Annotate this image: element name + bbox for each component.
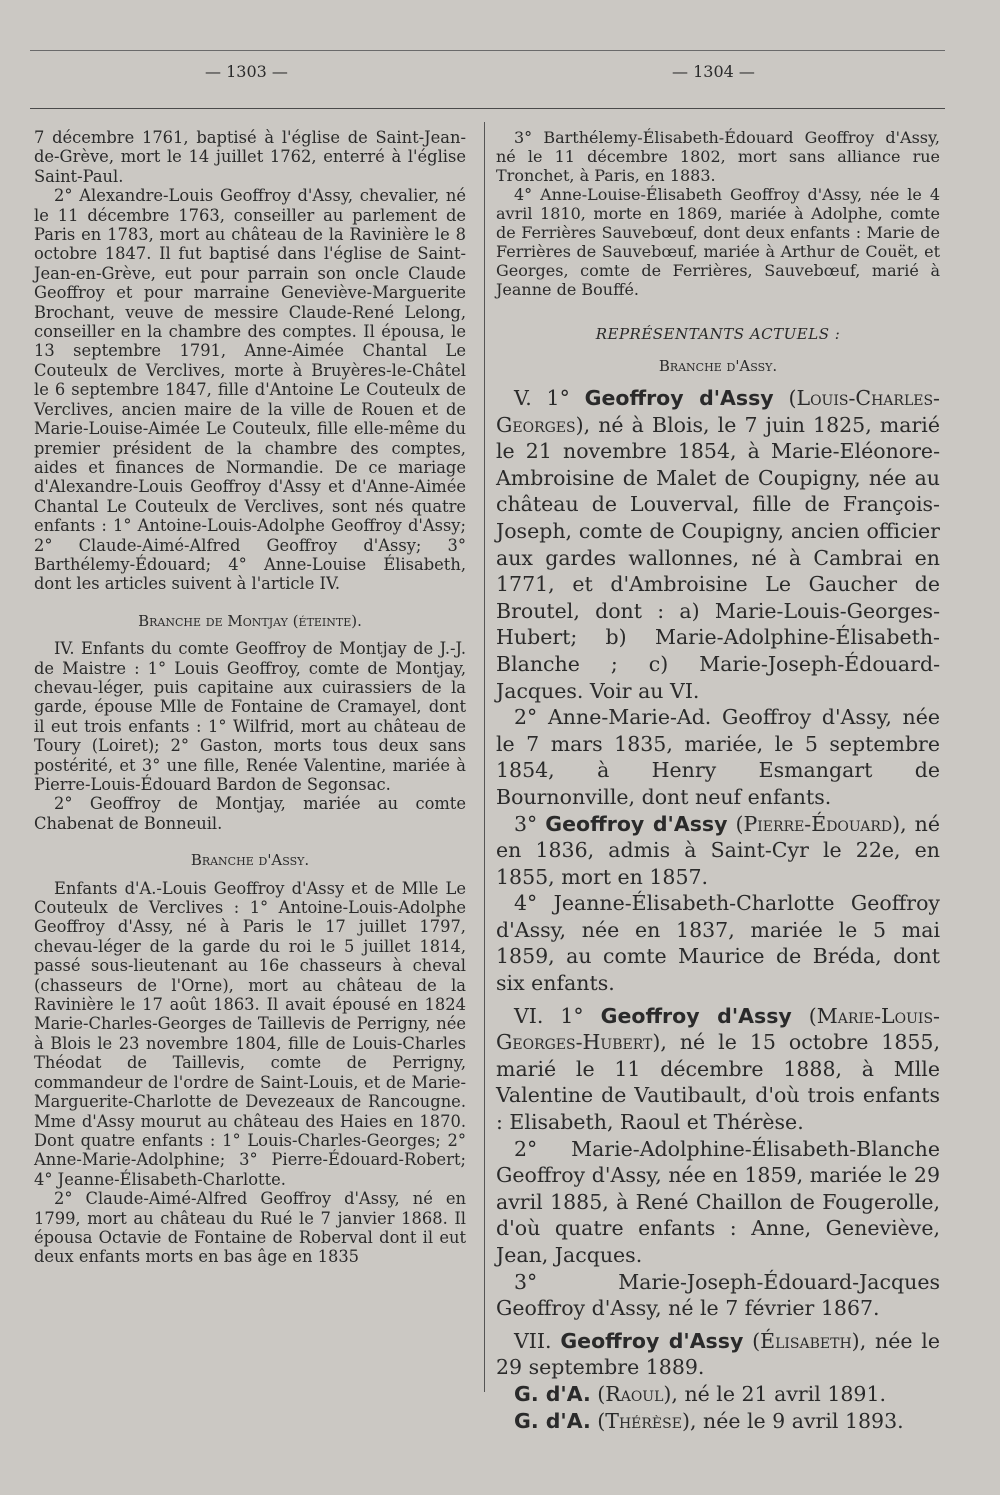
- paragraph: 7 décembre 1761, baptisé à l'église de Saint-Jean-de-Grève, mort le 14 juillet 1762, enterré à l'église Saint-Paul.: [34, 128, 466, 186]
- entry-number: VII.: [514, 1328, 552, 1353]
- entry-given-name: (Raoul): [597, 1381, 672, 1406]
- entry-v3: [496, 811, 940, 891]
- entry-text: , né le 15 octobre 1855, marié le 11 décembre 1888, à Mlle Valentine de Vautibault, d'où trois enfants : Elisabeth, Raoul et Thérèse.: [496, 1030, 940, 1135]
- entry-text: , née le 29 septembre 1889.: [496, 1328, 940, 1380]
- page-number-left: — 1303 —: [205, 62, 288, 81]
- entry-v2: 2° Anne-Marie-Ad. Geoffroy d'Assy, née le 7 mars 1835, mariée, le 5 septembre 1854, à Henry Esmangart de Bournonville, dont neuf enfants.: [496, 705, 940, 809]
- entry-vi2: 2° Marie-Adolphine-Élisabeth-Blanche Geoffroy d'Assy, née en 1859, mariée le 29 avril 1885, à René Chaillon de Fougerolle, d'où quatre enfants : Anne, Geneviève, Jean, Jacques.: [496, 1136, 940, 1267]
- entry-given-name: (Thérèse): [597, 1408, 690, 1433]
- entry-number: 3°: [514, 811, 538, 836]
- section-heading-assy: Branche d'Assy.: [190, 851, 310, 870]
- representants-heading: REPRÉSENTANTS ACTUELS :: [595, 325, 841, 343]
- small-text-block: [496, 128, 940, 299]
- entry-g-raoul: [496, 1381, 940, 1408]
- top-rule: [30, 50, 945, 51]
- entry-vi3: 3° Marie-Joseph-Édouard-Jacques Geoffroy d'Assy, né le 7 février 1867.: [496, 1269, 940, 1321]
- section-heading-assy-right: Branche d'Assy.: [658, 357, 778, 375]
- left-column: [34, 128, 466, 1267]
- entry-given-name: (Louis-Charles-Georges): [496, 386, 940, 437]
- entry-text: , né le 21 avril 1891.: [671, 1381, 887, 1406]
- entry-vi1: [496, 1003, 940, 1136]
- page-number-right: — 1304 —: [672, 62, 755, 81]
- column-divider: [484, 122, 485, 1392]
- section-heading-montjay: Branche de Montjay (éteinte).: [138, 611, 362, 630]
- entry-given-name: (Marie-Louis-Georges-Hubert): [496, 1003, 940, 1055]
- right-column: [496, 128, 940, 1434]
- entry-v4: 4° Jeanne-Élisabeth-Charlotte Geoffroy d'Assy, née en 1837, mariée le 5 mai 1859, au comte Maurice de Bréda, dont six enfants.: [496, 891, 940, 996]
- entry-text: , né à Blois, le 7 juin 1825, marié le 21 novembre 1854, à Marie-Eléonore-Ambroisine de Malet de Coupigny, née au château de Louverval, fille de François-Joseph, comte de Coupigny, ancien officier aux gardes wallonnes, né à Cambrai en 1771, et d'Ambroisine Le Gaucher de Broutel, dont : a) Marie-Louis-Georges-Hubert; b) Marie-Adolphine-Élisabeth-Blanche ; c) Marie-Joseph-Édouard-Jacques. Voir au VI.: [496, 412, 940, 703]
- entry-number: V. 1°: [514, 386, 570, 410]
- entry-text: , né en 1836, admis à Saint-Cyr le 22e, en 1855, mort en 1857.: [496, 811, 940, 889]
- paragraph: 3° Barthélemy-Élisabeth-Édouard Geoffroy d'Assy, né le 11 décembre 1802, mort sans alliance rue Tronchet, à Paris, en 1883.: [496, 128, 940, 185]
- entry-name: Geoffroy d'Assy: [545, 811, 728, 836]
- entry-given-name: (Élisabeth): [752, 1328, 860, 1353]
- entry-name: Geoffroy d'Assy: [600, 1003, 792, 1028]
- paragraph: 4° Anne-Louise-Élisabeth Geoffroy d'Assy, née le 4 avril 1810, morte en 1869, mariée à Adolphe, comte de Ferrières Sauvebœuf, dont deux enfants : Marie de Ferrières de Sauvebœuf, mariée à Arthur de Couët, et Georges, comte de Ferrières, Sauvebœuf, marié à Jeanne de Bouffé.: [496, 185, 940, 299]
- paragraph: 2° Geoffroy de Montjay, mariée au comte Chabenat de Bonneuil.: [34, 794, 466, 833]
- paragraph: 2° Alexandre-Louis Geoffroy d'Assy, chevalier, né le 11 décembre 1763, conseiller au parlement de Paris en 1783, mort au château de la Ravinière le 8 octobre 1847. Il fut baptisé dans l'église de Saint-Jean-en-Grève, eut pour parrain son oncle Claude Geoffroy et pour marraine Geneviève-Marguerite Brochant, veuve de messire Claude-René Lelong, conseiller en la chambre des comptes. Il épousa, le 13 septembre 1791, Anne-Aimée Chantal Le Couteulx de Verclives, morte à Bruyères-le-Châtel le 6 septembre 1847, fille d'Antoine Le Couteulx de Verclives, ancien maire de la ville de Rouen et de Marie-Louise-Aimée Le Couteulx, fille elle-même du premier président de la chambre des comptes, aides et finances de Normandie. De ce mariage d'Alexandre-Louis Geoffroy d'Assy et d'Anne-Aimée Chantal Le Couteulx de Verclives, sont nés quatre enfants : 1° Antoine-Louis-Adolphe Geoffroy d'Assy; 2° Claude-Aimé-Alfred Geoffroy d'Assy; 3° Barthélemy-Édouard; 4° Anne-Louise Élisabeth, dont les articles suivent à l'article IV.: [34, 186, 466, 594]
- large-text-block: [496, 385, 940, 1434]
- header-rule: [30, 108, 945, 109]
- entry-given-name: (Pierre-Édouard): [735, 811, 901, 836]
- entry-name: Geoffroy d'Assy: [560, 1328, 744, 1353]
- paragraph: 2° Claude-Aimé-Alfred Geoffroy d'Assy, né en 1799, mort au château du Rué le 7 janvier 1868. Il épousa Octavie de Fontaine de Roberval dont il eut deux enfants morts en bas âge en 1835: [34, 1189, 466, 1267]
- entry-number: VI. 1°: [514, 1003, 584, 1028]
- paragraph: Enfants d'A.-Louis Geoffroy d'Assy et de Mlle Le Couteulx de Verclives : 1° Antoine-Louis-Adolphe Geoffroy d'Assy, né à Paris le 17 juillet 1797, chevau-léger de la garde du roi le 5 juillet 1814, passé sous-lieutenant au 16e chasseurs à cheval (chasseurs de l'Orne), mort au château de la Ravinière le 17 août 1863. Il avait épousé en 1824 Marie-Charles-Georges de Taillevis de Perrigny, née à Blois le 23 novembre 1804, fille de Louis-Charles Théodat de Taillevis, comte de Perrigny, commandeur de l'ordre de Saint-Louis, et de Marie-Marguerite-Charlotte de Devezeaux de Rancougne. Mme d'Assy mourut au château des Haies en 1870. Dont quatre enfants : 1° Louis-Charles-Georges; 2° Anne-Marie-Adolphine; 3° Pierre-Édouard-Robert; 4° Jeanne-Élisabeth-Charlotte.: [34, 878, 466, 1189]
- entry-name: Geoffroy d'Assy: [584, 386, 774, 410]
- entry-name: G. d'A.: [514, 1408, 591, 1433]
- entry-v1: [496, 385, 940, 704]
- entry-name: G. d'A.: [514, 1381, 591, 1406]
- entry-vii: [496, 1328, 940, 1381]
- entry-text: , née le 9 avril 1893.: [689, 1408, 904, 1433]
- entry-g-therese: [496, 1408, 940, 1435]
- paragraph: IV. Enfants du comte Geoffroy de Montjay de J.-J. de Maistre : 1° Louis Geoffroy, comte de Montjay, chevau-léger, puis capitaine aux cuirassiers de la garde, épouse Mlle de Fontaine de Cramayel, dont il eut trois enfants : 1° Wilfrid, mort au château de Toury (Loiret); 2° Gaston, morts tous deux sans postérité, et 3° une fille, Renée Valentine, mariée à Pierre-Louis-Édouard Bardon de Segonsac.: [34, 639, 466, 794]
